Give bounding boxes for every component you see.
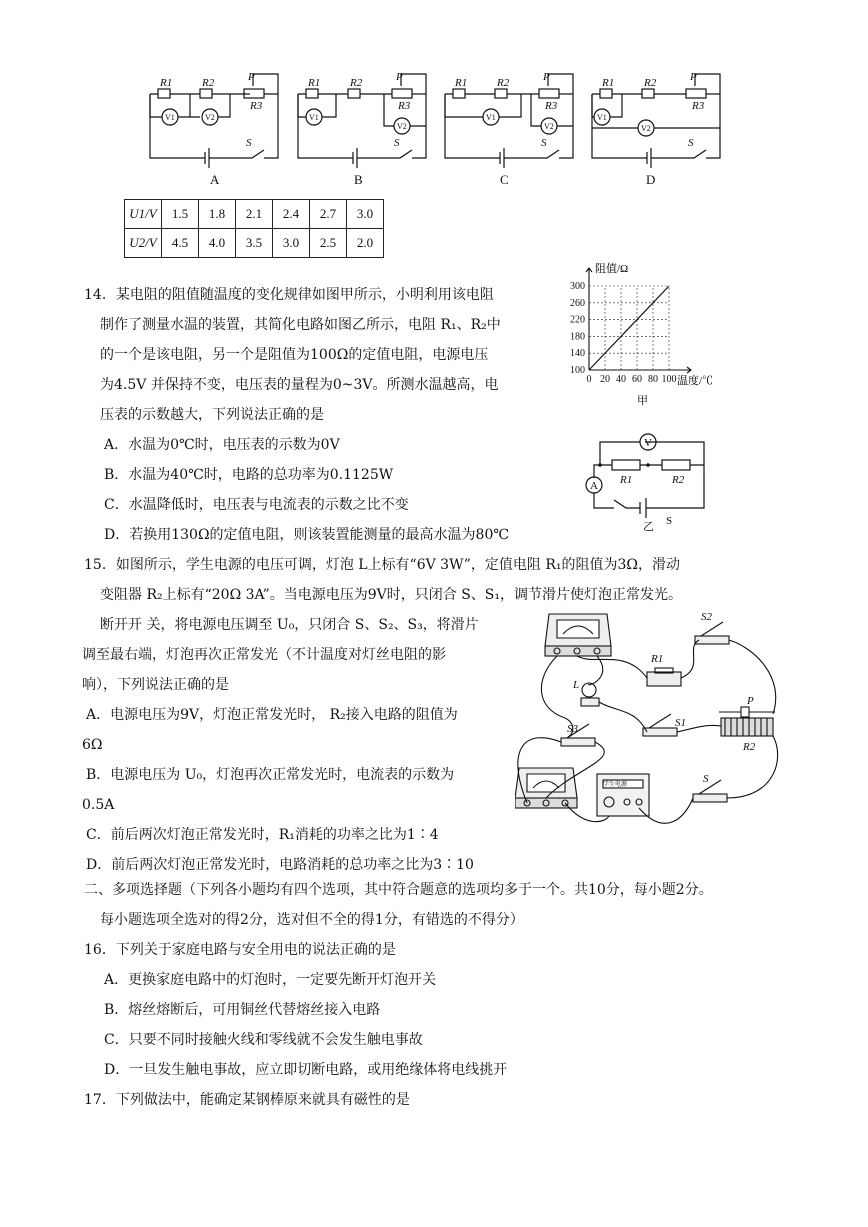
svg-text:D: D bbox=[646, 172, 656, 187]
ammeter-icon bbox=[515, 768, 577, 808]
svg-text:A: A bbox=[210, 172, 220, 187]
q14-line-5: 压表的示数越大，下列说法正确的是 bbox=[100, 407, 324, 423]
q17-stem: 17．下列做法中，能确定某钢棒原来就具有磁性的是 bbox=[84, 1092, 410, 1108]
q15-option-b-cont: 0.5A bbox=[82, 797, 115, 813]
svg-text:R1: R1 bbox=[308, 77, 321, 89]
svg-text:乙: 乙 bbox=[643, 521, 654, 533]
svg-text:V2: V2 bbox=[205, 113, 215, 122]
x-tick-label: 40 bbox=[616, 374, 626, 385]
section2-heading: 二、多项选择题（下列各小题均有四个选项，其中符合题意的选项均多于一个。共10分，每小题2分。 bbox=[84, 882, 713, 898]
q15-option-d: D．前后两次灯泡正常发光时，电路消耗的总功率之比为3∶10 bbox=[86, 857, 474, 873]
table-cell: 1.8 bbox=[199, 200, 236, 229]
x-tick-label: 60 bbox=[632, 374, 642, 385]
svg-text:R2: R2 bbox=[350, 77, 363, 89]
svg-text:V2: V2 bbox=[397, 122, 407, 131]
table-cell: 4.0 bbox=[199, 229, 236, 258]
table-cell: 2.1 bbox=[236, 200, 273, 229]
svg-text:P: P bbox=[396, 71, 403, 83]
svg-text:R1: R1 bbox=[651, 653, 664, 665]
table-cell: 4.5 bbox=[162, 229, 199, 258]
q16-option-b: B．熔丝熔断后，可用铜丝代替熔丝接入电路 bbox=[104, 1002, 381, 1018]
svg-text:学生电源: 学生电源 bbox=[603, 782, 628, 788]
svg-text:S2: S2 bbox=[701, 611, 712, 623]
circuit-diagrams bbox=[140, 62, 730, 192]
svg-text:V1: V1 bbox=[486, 113, 496, 122]
table-cell: 3.5 bbox=[236, 229, 273, 258]
q14-line-3: 的一个是该电阻，另一个是阻值为100Ω的定值电阻，电源电压 bbox=[100, 347, 489, 363]
q14-option-a: A．水温为0℃时，电压表的示数为0V bbox=[104, 437, 340, 453]
svg-text:R2: R2 bbox=[743, 741, 756, 753]
table-cell: 3.0 bbox=[273, 229, 310, 258]
q15-option-a-cont: 6Ω bbox=[82, 737, 103, 753]
switch-s2-icon bbox=[695, 622, 729, 644]
table-head: U2/V bbox=[125, 229, 162, 258]
svg-text:R1: R1 bbox=[620, 474, 633, 486]
svg-text:S: S bbox=[666, 515, 673, 527]
svg-text:R3: R3 bbox=[545, 100, 558, 112]
q15-option-c: C．前后两次灯泡正常发光时，R₁消耗的功率之比为1∶4 bbox=[86, 827, 439, 843]
q15-line-5: 响），下列说法正确的是 bbox=[82, 677, 229, 693]
svg-text:R3: R3 bbox=[250, 100, 263, 112]
table-row bbox=[125, 229, 384, 258]
svg-text:P: P bbox=[543, 71, 550, 83]
svg-text:S1: S1 bbox=[675, 717, 686, 729]
svg-text:S: S bbox=[688, 137, 694, 149]
table-head: U1/V bbox=[125, 200, 162, 229]
table-cell: 1.5 bbox=[162, 200, 199, 229]
q14-option-d: D．若换用130Ω的定值电阻，则该装置能测量的最高水温为80℃ bbox=[104, 527, 510, 543]
svg-text:P: P bbox=[690, 71, 697, 83]
q14-line-2: 制作了测量水温的装置，其简化电路如图乙所示，电阻 R₁、R₂中 bbox=[100, 317, 501, 333]
svg-text:V2: V2 bbox=[641, 124, 651, 133]
svg-text:P: P bbox=[248, 71, 255, 83]
svg-text:S3: S3 bbox=[567, 723, 578, 735]
svg-text:V2: V2 bbox=[544, 122, 554, 131]
y-tick-label: 300 bbox=[570, 281, 585, 292]
y-tick-label: 220 bbox=[570, 314, 585, 326]
q16-option-d: D．一旦发生触电事故，应立即切断电路，或用绝缘体将电线挑开 bbox=[104, 1062, 508, 1078]
svg-text:V1: V1 bbox=[165, 113, 175, 122]
switch-s1-icon bbox=[643, 714, 677, 736]
x-tick-label: 80 bbox=[648, 374, 658, 385]
svg-text:P: P bbox=[747, 695, 754, 707]
series-line bbox=[589, 286, 669, 370]
q14-line-1: 14．某电阻的阻值随温度的变化规律如图甲所示，小明利用该电阻 bbox=[84, 287, 494, 303]
table-cell: 3.0 bbox=[347, 200, 384, 229]
q14-option-b: B．水温为40℃时，电路的总功率为0.1125W bbox=[104, 467, 394, 483]
svg-text:C: C bbox=[500, 172, 509, 187]
table-cell: 2.7 bbox=[310, 200, 347, 229]
table-row bbox=[125, 200, 384, 229]
q15-option-b: B．电源电压为 U₀，灯泡再次正常发光时，电流表的示数为 bbox=[86, 767, 455, 783]
circuit-yi bbox=[580, 430, 720, 535]
graph-caption: 甲 bbox=[637, 395, 648, 407]
svg-text:R2: R2 bbox=[497, 77, 510, 89]
table-cell: 2.0 bbox=[347, 229, 384, 258]
q15-line-1: 15．如图所示，学生电源的电压可调，灯泡 L上标有“6V 3W”，定值电阻 R₁的阻值为3Ω，滑动 bbox=[84, 557, 681, 573]
svg-text:S: S bbox=[541, 137, 547, 149]
data-table bbox=[124, 199, 384, 258]
x-tick-label: 0 bbox=[586, 374, 592, 385]
q15-line-4: 调至最右端，灯泡再次正常发光（不计温度对灯丝电阻的影 bbox=[82, 647, 446, 663]
q14-option-c: C．水温降低时，电压表与电流表的示数之比不变 bbox=[104, 497, 409, 513]
q16-option-a: A．更换家庭电路中的灯泡时，一定要先断开灯泡开关 bbox=[104, 972, 437, 988]
svg-text:A: A bbox=[590, 480, 598, 492]
svg-text:V: V bbox=[644, 437, 652, 449]
switch-s-icon bbox=[693, 780, 727, 802]
svg-text:V1: V1 bbox=[597, 113, 607, 122]
svg-text:B: B bbox=[354, 172, 363, 187]
y-tick-label: 260 bbox=[570, 297, 585, 309]
svg-text:V1: V1 bbox=[309, 113, 319, 122]
svg-text:S: S bbox=[246, 137, 252, 149]
svg-text:R1: R1 bbox=[160, 77, 173, 89]
svg-text:R1: R1 bbox=[455, 77, 468, 89]
y-tick-label: 180 bbox=[570, 331, 585, 343]
y-tick-label: 100 bbox=[570, 365, 585, 376]
q15-line-3: 断开开 关，将电源电压调至 U₀，只闭合 S、S₂、S₃，将滑片 bbox=[100, 617, 479, 633]
svg-text:R2: R2 bbox=[202, 77, 215, 89]
q15-line-2: 变阻器 R₂上标有“20Ω 3A”。当电源电压为9V时，只闭合 S、S₁，调节滑片使灯泡正常发光。 bbox=[100, 587, 683, 603]
bulb-l-icon bbox=[581, 683, 599, 706]
resistor-r1-icon bbox=[647, 668, 681, 686]
y-tick-label: 140 bbox=[570, 348, 585, 360]
q16-option-c: C．只要不同时接触火线和零线就不会发生触电事故 bbox=[104, 1032, 423, 1048]
x-tick-label: 20 bbox=[600, 374, 610, 385]
table-cell: 2.4 bbox=[273, 200, 310, 229]
svg-text:R2: R2 bbox=[644, 77, 657, 89]
svg-text:R3: R3 bbox=[398, 100, 411, 112]
voltmeter-icon bbox=[545, 614, 611, 656]
svg-text:L: L bbox=[573, 679, 580, 691]
resistance-temperature-graph bbox=[545, 258, 725, 408]
x-tick-label: 100 bbox=[661, 374, 677, 385]
q15-circuit-figure bbox=[515, 608, 805, 848]
rheostat-r2-icon bbox=[719, 707, 775, 736]
section2-heading-cont: 每小题选项全选对的得2分，选对但不全的得1分，有错选的不得分） bbox=[100, 912, 524, 928]
q14-line-4: 为4.5V 并保持不变，电压表的量程为0~3V。所测水温越高，电 bbox=[100, 377, 499, 393]
q16-stem: 16．下列关于家庭电路与安全用电的说法正确的是 bbox=[84, 942, 396, 958]
graph-xlabel: 温度/℃ bbox=[677, 375, 714, 387]
svg-text:S: S bbox=[394, 137, 400, 149]
svg-text:S: S bbox=[703, 773, 709, 785]
table-cell: 2.5 bbox=[310, 229, 347, 258]
svg-text:R2: R2 bbox=[672, 474, 685, 486]
svg-text:R1: R1 bbox=[602, 77, 615, 89]
graph-ylabel: 阻值/Ω bbox=[595, 263, 629, 275]
svg-text:R3: R3 bbox=[692, 100, 705, 112]
q15-option-a: A．电源电压为9V，灯泡正常发光时， R₂接入电路的阻值为 bbox=[86, 707, 458, 723]
